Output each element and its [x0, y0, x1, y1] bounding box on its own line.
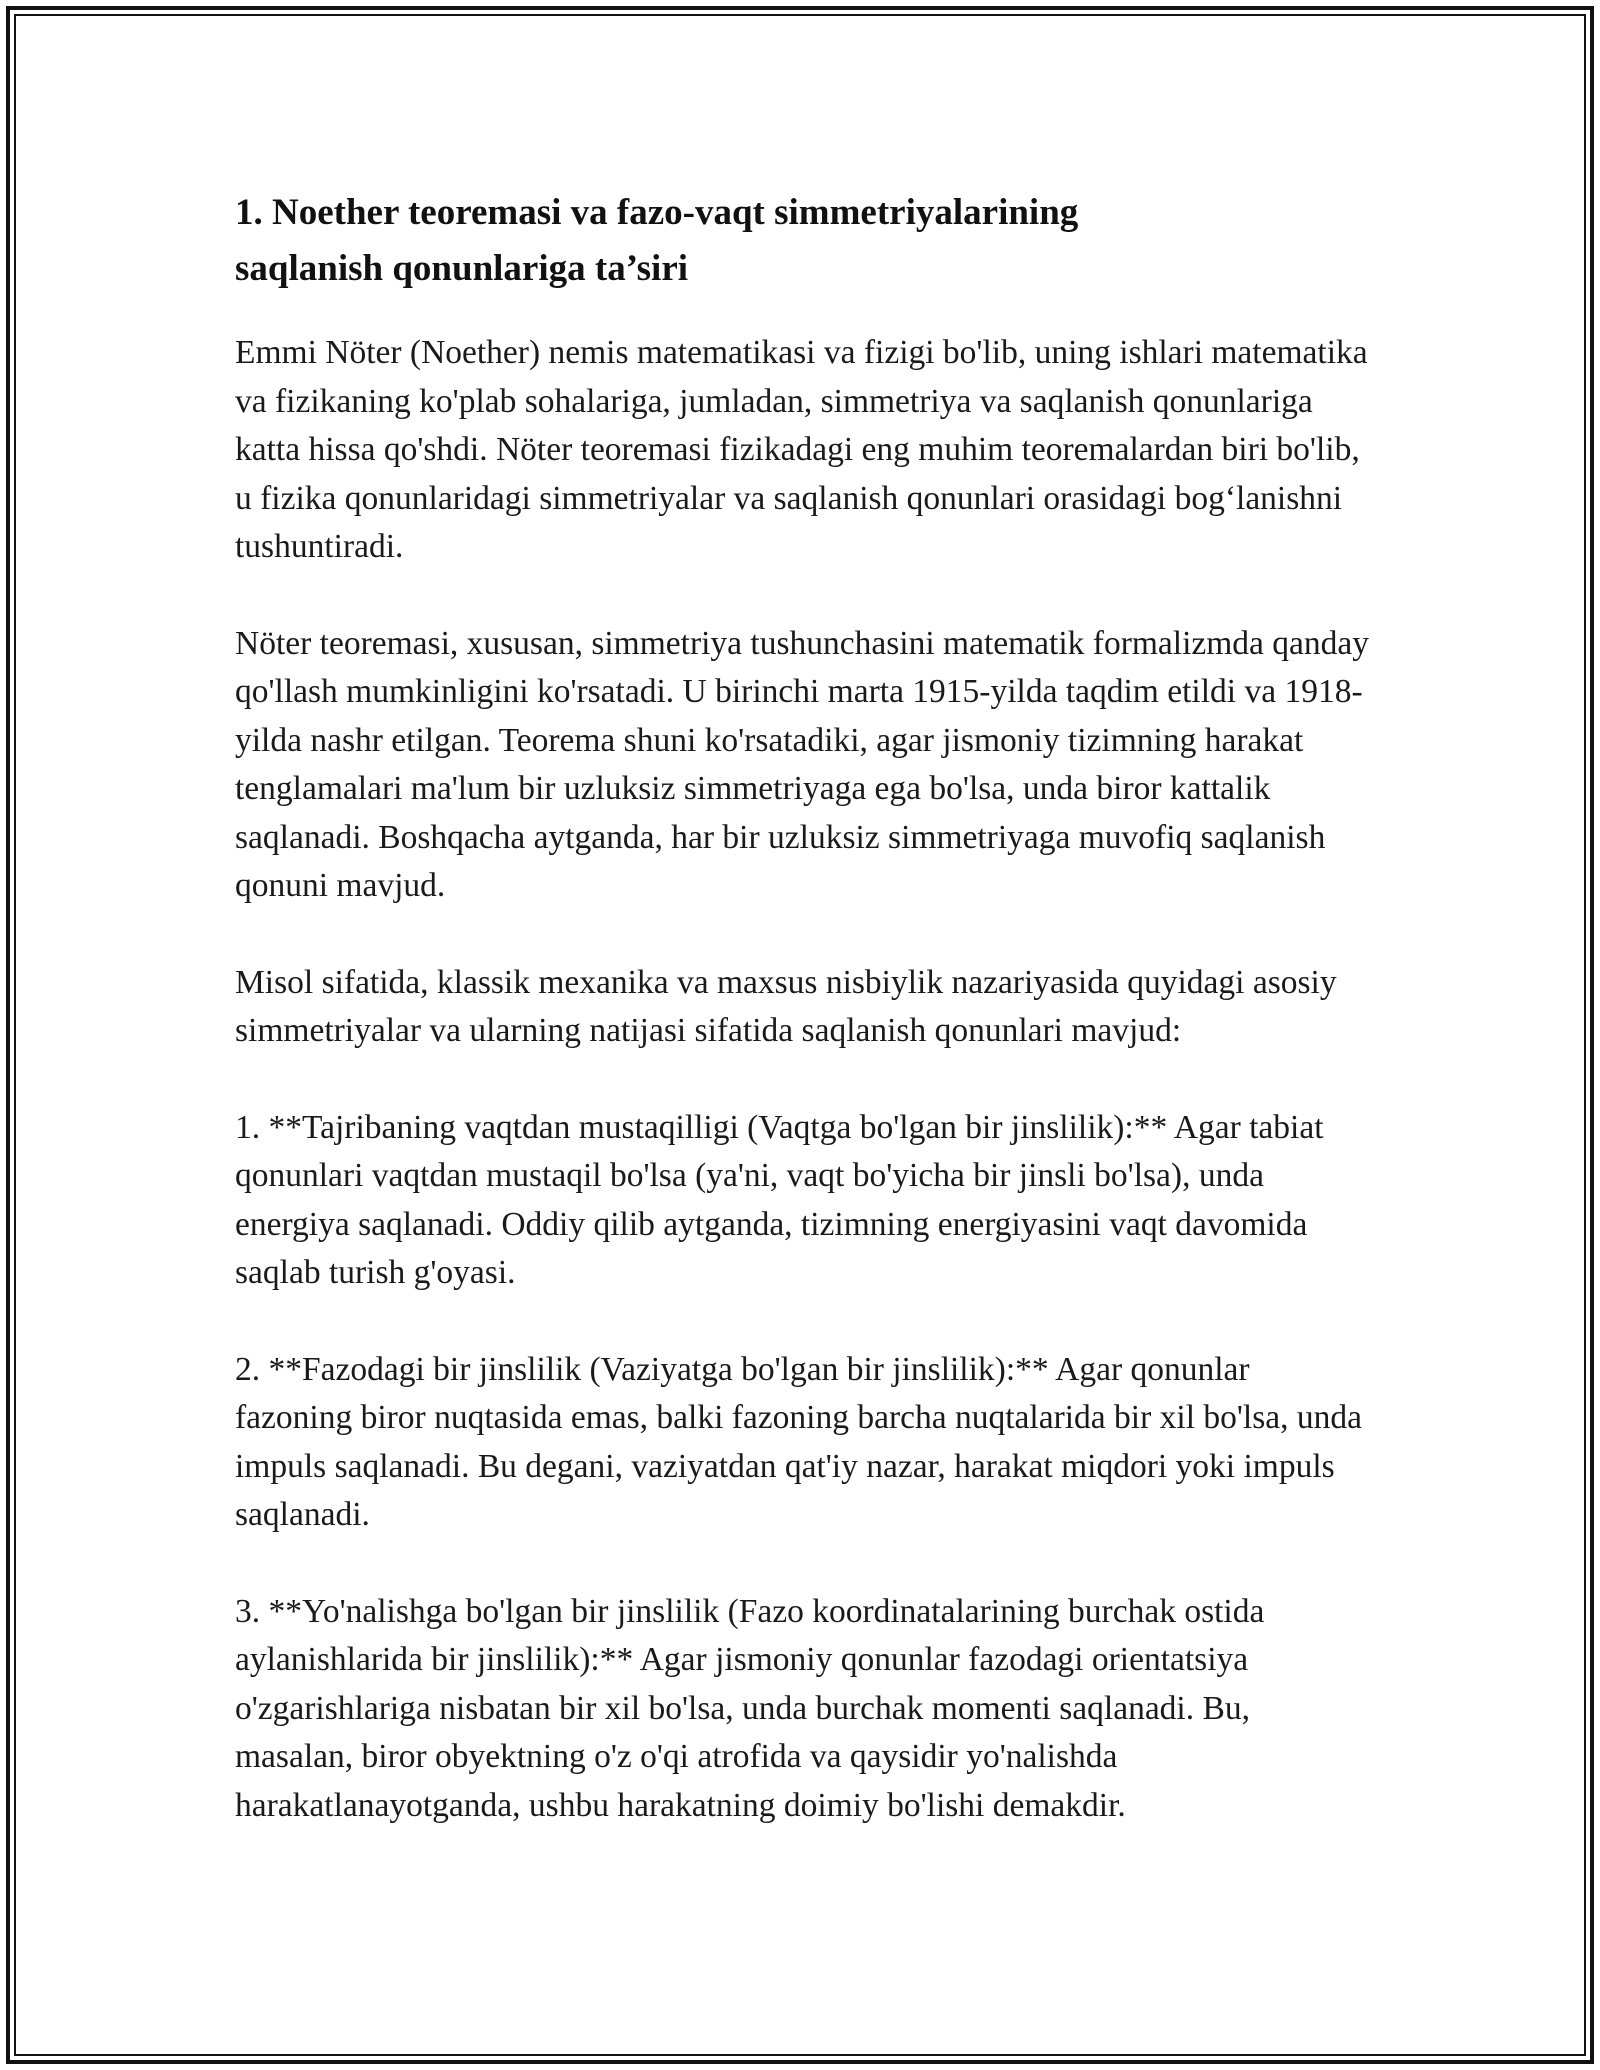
list-item-momentum: 2. **Fazodagi bir jinslilik (Vaziyatga bo'lgan bir jinslilik):** Agar qonunlar fazoning biror nuqtasida emas, balki fazoning barcha nuqtalarida bir xil bo'lsa, unda impuls saqlanadi. Bu degani, vaziyatdan qat'iy nazar, harakat miqdori yoki impuls saqlanadi. — [235, 1350, 1362, 1533]
list-item-energy: 1. **Tajribaning vaqtdan mustaqilligi (Vaqtga bo'lgan bir jinslilik):** Agar tabiat qonunlari vaqtdan mustaqil bo'lsa (ya'ni, vaqt bo'yicha bir jinsli bo'lsa), unda energiya saqlanadi. Oddiy qilib aytganda, tizimning energiyasini vaqt davomida saqlab turish g'oyasi. — [235, 1108, 1324, 1291]
document-body — [235, 185, 1370, 1878]
document-title — [235, 185, 1370, 297]
paragraph-examples-intro: Misol sifatida, klassik mexanika va maxsus nisbiylik nazariyasida quyidagi asosiy simmetriyalar va ularning natijasi sifatida saqlanish qonunlari mavjud: — [235, 963, 1337, 1049]
paragraph-theorem: Nöter teoremasi, xususan, simmetriya tushunchasini matematik formalizmda qanday qo'llash mumkinligini ko'rsatadi. U birinchi marta 1915-yilda taqdim etildi va 1918-yilda nashr etilgan. Teorema shuni ko'rsatadiki, agar jismoniy tizimning harakat tenglamalari ma'lum bir uzluksiz simmetriyaga ega bo'lsa, unda biror kattalik saqlanadi. Boshqacha aytganda, har bir uzluksiz simmetriyaga muvofiq saqlanish qonuni mavjud. — [235, 624, 1370, 904]
list-item-angular-momentum: 3. **Yo'nalishga bo'lgan bir jinslilik (Fazo koordinatalarining burchak ostida aylanishlarida bir jinslilik):** Agar jismoniy qonunlar fazodagi orientatsiya o'zgarishlariga nisbatan bir xil bo'lsa, unda burchak momenti saqlanadi. Bu, masalan, biror obyektning o'z o'qi atrofida va qaysidir yo'nalishda harakatlanayotganda, ushbu harakatning doimiy bo'lishi demakdir. — [235, 1592, 1265, 1824]
paragraph-intro: Emmi Nöter (Noether) nemis matematikasi va fizigi bo'lib, uning ishlari matematika va fizikaning ko'plab sohalariga, jumladan, simmetriya va saqlanish qonunlariga katta hissa qo'shdi. Nöter teoremasi fizikadagi eng muhim teoremalardan biri bo'lib, u fizika qonunlaridagi simmetriyalar va saqlanish qonunlari orasidagi bog‘lanishni tushuntiradi. — [235, 334, 1368, 565]
title-line-1: 1. Noether teoremasi va fazo-vaqt simmetriyalarining — [235, 192, 1079, 233]
title-line-2: saqlanish qonunlariga ta’siri — [235, 248, 689, 289]
